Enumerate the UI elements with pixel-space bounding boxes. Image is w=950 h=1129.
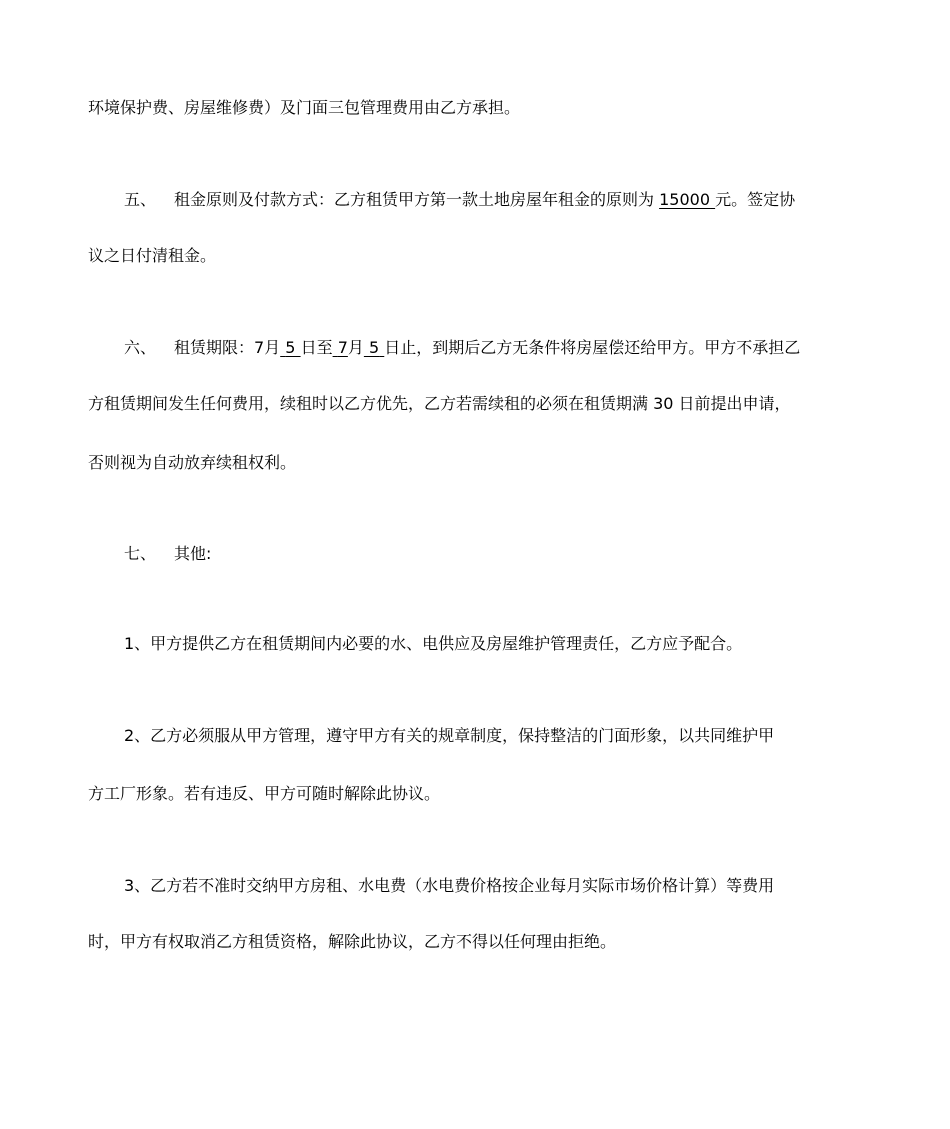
text: 租金原则及付款方式：乙方租赁甲方第一款土地房屋年租金的原则为 [174, 190, 655, 209]
section-6-line-3: 否则视为自动放弃续租权利。 [88, 453, 297, 472]
item-3-line-1: 3、乙方若不准时交纳甲方房租、水电费（水电费价格按企业每月实际市场价格计算）等费用 [124, 876, 775, 895]
rent-amount: 15000 [659, 190, 711, 209]
section-number: 七、 [124, 544, 157, 563]
text: 日止，到期后乙方无条件将房屋偿还给甲方。甲方不承担乙 [384, 338, 801, 357]
item-3-line-2: 时，甲方有权取消乙方租赁资格，解除此协议，乙方不得以任何理由拒绝。 [88, 932, 617, 951]
text: 月 [347, 338, 364, 357]
item-1-line-1: 1、甲方提供乙方在租赁期间内必要的水、电供应及房屋维护管理责任，乙方应予配合。 [124, 634, 743, 653]
section-6-line-1 [124, 338, 800, 358]
item-2-line-2: 方工厂形象。若有违反、甲方可随时解除此协议。 [88, 784, 441, 803]
text: 元。签定协 [715, 190, 796, 209]
section-5-line-1 [124, 190, 795, 210]
section-number: 五、 [124, 190, 157, 209]
text: 租赁期限：7月 [174, 338, 281, 357]
paragraph-line: 环境保护费、房屋维修费）及门面三包管理费用由乙方承担。 [88, 98, 521, 117]
end-day: 5 [368, 338, 380, 357]
section-7-heading [124, 544, 211, 564]
text: 日至 [300, 338, 333, 357]
section-title: 其他: [174, 544, 212, 563]
section-number: 六、 [124, 338, 157, 357]
end-month: 7 [337, 338, 348, 357]
section-6-line-2: 方租赁期间发生任何费用，续租时以乙方优先，乙方若需续租的必须在租赁期满 30 日前提出申请， [88, 394, 791, 413]
section-5-line-2: 议之日付清租金。 [88, 246, 217, 265]
start-day: 5 [285, 338, 296, 357]
item-2-line-1: 2、乙方必须服从甲方管理，遵守甲方有关的规章制度，保持整洁的门面形象，以共同维护甲 [124, 726, 775, 745]
